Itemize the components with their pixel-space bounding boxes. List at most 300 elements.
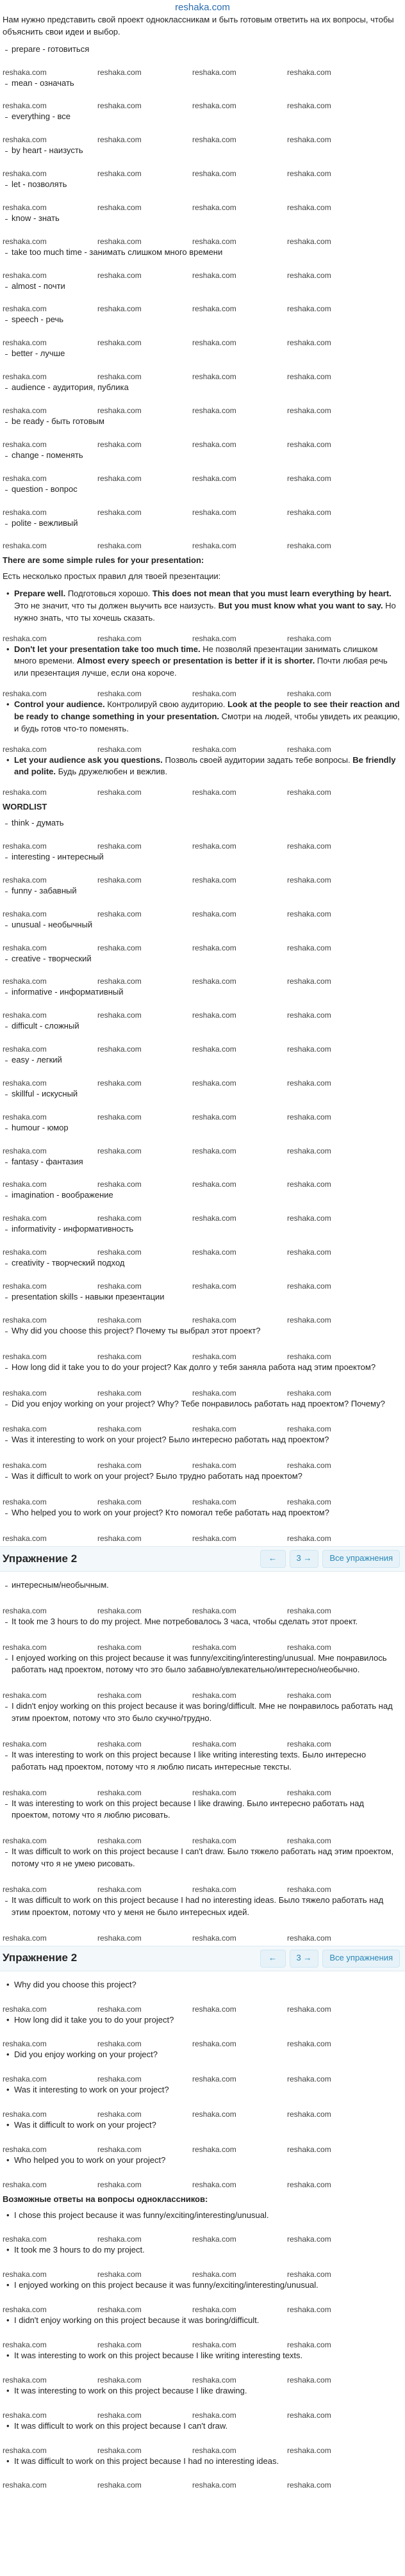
- watermark-text: reshaka.com: [192, 405, 236, 415]
- watermark-text: reshaka.com: [97, 372, 142, 382]
- watermark-text: reshaka.com: [192, 1533, 236, 1543]
- watermark-text: reshaka.com: [192, 1606, 236, 1615]
- watermark-row: [3, 1388, 401, 1398]
- watermark-row: [3, 202, 401, 213]
- watermark-text: reshaka.com: [3, 1461, 47, 1471]
- watermark-text: reshaka.com: [287, 1146, 331, 1155]
- watermark-text: reshaka.com: [97, 943, 142, 952]
- watermark-text: reshaka.com: [287, 1281, 331, 1291]
- watermark-text: reshaka.com: [287, 909, 331, 918]
- watermark-text: reshaka.com: [97, 2305, 142, 2315]
- watermark-text: reshaka.com: [192, 1214, 236, 1223]
- rule-bold-text: Look at the people to see their reaction and be ready to change something in your presentation.: [14, 699, 400, 721]
- rule-item: [3, 754, 401, 779]
- watermark-row: [3, 2445, 401, 2456]
- all-exercises-button[interactable]: Все упражнения: [322, 1550, 400, 1568]
- watermark-text: reshaka.com: [287, 1180, 331, 1189]
- question-en-item: • How long did it take you to do your project?: [3, 2014, 401, 2026]
- watermark-text: reshaka.com: [3, 1248, 47, 1257]
- watermark-text: reshaka.com: [287, 2375, 331, 2384]
- rule-text: Но нужно знать, что ты хочешь сказать.: [14, 600, 396, 623]
- watermark-text: reshaka.com: [287, 943, 331, 952]
- watermark-text: reshaka.com: [287, 1248, 331, 1257]
- watermark-text: reshaka.com: [192, 541, 236, 551]
- watermark-text: reshaka.com: [192, 2270, 236, 2279]
- watermark-text: reshaka.com: [3, 2481, 47, 2490]
- watermark-text: reshaka.com: [3, 2110, 47, 2119]
- wordlist-item: creativity - творческий подход: [3, 1257, 401, 1269]
- watermark-text: reshaka.com: [287, 1011, 331, 1020]
- watermark-text: reshaka.com: [3, 2075, 47, 2084]
- watermark-text: reshaka.com: [3, 943, 47, 952]
- watermark-text: reshaka.com: [97, 2445, 142, 2455]
- watermark-text: reshaka.com: [192, 977, 236, 986]
- wordlist-item: presentation skills - навыки презентации: [3, 1291, 401, 1303]
- watermark-row: [3, 1281, 401, 1291]
- watermark-text: reshaka.com: [287, 2445, 331, 2455]
- watermark-text: reshaka.com: [287, 1606, 331, 1615]
- watermark-text: reshaka.com: [192, 1078, 236, 1088]
- watermark-text: reshaka.com: [97, 270, 142, 280]
- prev-exercise-button-2[interactable]: [260, 1950, 286, 1968]
- wordlist-item: think - думать: [3, 817, 401, 829]
- watermark-text: reshaka.com: [97, 1388, 142, 1398]
- watermark-text: reshaka.com: [3, 2039, 47, 2049]
- rule-text: Смотри на людей, чтобы увидеть их реакцию, и будь готов что-то поменять.: [14, 711, 400, 733]
- exercise-nav-controls: [260, 1550, 400, 1568]
- watermark-text: reshaka.com: [3, 2375, 47, 2384]
- watermark-text: reshaka.com: [192, 909, 236, 918]
- wordlist-item: informativity - информативность: [3, 1223, 401, 1235]
- rule-bold-text: Don't let your presentation take too much time.: [14, 644, 201, 654]
- watermark-text: reshaka.com: [287, 788, 331, 797]
- watermark-row: [3, 236, 401, 247]
- answer-en-item: • It was interesting to work on this project because I like drawing.: [3, 2385, 401, 2397]
- watermark-text: reshaka.com: [287, 101, 331, 111]
- watermark-text: reshaka.com: [97, 2270, 142, 2279]
- answer-item: I didn't enjoy working on this project because it was boring/difficult. Мне не понравилось работать над этим проектом, потому что это было скучно/трудно.: [3, 1700, 401, 1725]
- watermark-row: [3, 2039, 401, 2049]
- watermark-text: reshaka.com: [3, 1315, 47, 1325]
- watermark-text: reshaka.com: [97, 1885, 142, 1894]
- vocab-item: question - вопрос: [3, 484, 401, 496]
- watermark-text: reshaka.com: [97, 1315, 142, 1325]
- watermark-text: reshaka.com: [97, 67, 142, 77]
- rules-list: [3, 588, 401, 797]
- rule-text: Не позволяй презентации занимать слишком много времени.: [14, 644, 378, 666]
- watermark-text: reshaka.com: [287, 135, 331, 145]
- watermark-text: reshaka.com: [192, 689, 236, 699]
- watermark-text: reshaka.com: [192, 304, 236, 314]
- watermark-text: reshaka.com: [192, 1011, 236, 1020]
- watermark-text: reshaka.com: [97, 1281, 142, 1291]
- wordlist-item: interesting - интересный: [3, 851, 401, 863]
- vocab-item: let - позволять: [3, 179, 401, 191]
- watermark-row: [3, 2340, 401, 2350]
- watermark-text: reshaka.com: [287, 2410, 331, 2420]
- arrow-right-icon: →: [303, 1953, 312, 1963]
- watermark-text: reshaka.com: [287, 2340, 331, 2349]
- page-number: 3: [296, 1553, 301, 1563]
- watermark-text: reshaka.com: [97, 1788, 142, 1797]
- exercise-title-2: Упражнение 2: [3, 1952, 78, 1964]
- watermark-text: reshaka.com: [97, 473, 142, 483]
- rule-text: Подготовься хорошо.: [65, 589, 153, 599]
- watermark-text: reshaka.com: [192, 2180, 236, 2189]
- watermark-text: reshaka.com: [3, 1388, 47, 1398]
- watermark-text: reshaka.com: [287, 67, 331, 77]
- watermark-text: reshaka.com: [287, 2180, 331, 2189]
- next-exercise-button-2[interactable]: [290, 1950, 319, 1968]
- watermark-text: reshaka.com: [287, 875, 331, 884]
- watermark-row: [3, 1533, 401, 1544]
- watermark-text: reshaka.com: [3, 1933, 47, 1943]
- question-item: Why did you choose this project? Почему ты выбрал этот проект?: [3, 1325, 401, 1337]
- watermark-text: reshaka.com: [192, 2305, 236, 2315]
- watermark-row: [3, 1315, 401, 1325]
- watermark-row: [3, 1112, 401, 1122]
- question-en-item: • Why did you choose this project?: [3, 1979, 401, 1991]
- watermark-row: [3, 1690, 401, 1700]
- watermark-row: [3, 2074, 401, 2084]
- exercise-nav-bar-2: [0, 1946, 405, 1971]
- rules-heading: There are some simple rules for your presentation:: [3, 555, 204, 566]
- wordlist-item: funny - забавный: [3, 885, 401, 897]
- watermark-text: reshaka.com: [97, 2110, 142, 2119]
- watermark-text: reshaka.com: [97, 2340, 142, 2349]
- question-item: Who helped you to work on your project? Кто помогал тебе работать над проектом?: [3, 1507, 401, 1519]
- watermark-text: reshaka.com: [97, 2004, 142, 2014]
- watermark-text: reshaka.com: [192, 1739, 236, 1749]
- watermark-text: reshaka.com: [3, 304, 47, 314]
- vocab-item: change - поменять: [3, 450, 401, 462]
- watermark-text: reshaka.com: [287, 304, 331, 314]
- watermark-text: reshaka.com: [3, 135, 47, 145]
- watermark-text: reshaka.com: [192, 2375, 236, 2384]
- watermark-text: reshaka.com: [3, 1885, 47, 1894]
- exercise-title: Упражнение 2: [3, 1552, 78, 1565]
- watermark-text: reshaka.com: [192, 372, 236, 382]
- watermark-text: reshaka.com: [287, 842, 331, 851]
- watermark-text: reshaka.com: [3, 2235, 47, 2244]
- watermark-row: [3, 1010, 401, 1020]
- watermark-row: [3, 338, 401, 348]
- watermark-text: reshaka.com: [192, 2445, 236, 2455]
- watermark-text: reshaka.com: [192, 67, 236, 77]
- questions-list: [0, 1325, 405, 1544]
- watermark-text: reshaka.com: [287, 1788, 331, 1797]
- watermark-text: reshaka.com: [3, 2305, 47, 2315]
- watermark-text: reshaka.com: [97, 2481, 142, 2490]
- watermark-text: reshaka.com: [287, 541, 331, 551]
- watermark-text: reshaka.com: [287, 2305, 331, 2315]
- rule-text: Контролируй свою аудиторию.: [104, 699, 227, 710]
- question-en-item: • Who helped you to work on your project?: [3, 2155, 401, 2167]
- next-exercise-button[interactable]: [290, 1550, 319, 1568]
- watermark-text: reshaka.com: [192, 2144, 236, 2154]
- answers-heading: Возможные ответы на вопросы одноклассников:: [3, 2194, 208, 2204]
- watermark-text: reshaka.com: [287, 405, 331, 415]
- wordlist-item: easy - легкий: [3, 1054, 401, 1066]
- rule-text: Почти любая речь или презентация лучше, если она короче.: [14, 656, 388, 678]
- watermark-text: reshaka.com: [192, 1248, 236, 1257]
- watermark-text: reshaka.com: [287, 1078, 331, 1088]
- watermark-text: reshaka.com: [3, 1642, 47, 1652]
- all-exercises-button-2[interactable]: Все упражнения: [322, 1950, 400, 1968]
- watermark-text: reshaka.com: [192, 507, 236, 517]
- watermark-text: reshaka.com: [287, 1836, 331, 1846]
- watermark-text: reshaka.com: [3, 169, 47, 179]
- watermark-text: reshaka.com: [192, 338, 236, 348]
- vocab-item: by heart - наизусть: [3, 145, 401, 157]
- watermark-text: reshaka.com: [97, 1248, 142, 1257]
- answer-item: I enjoyed working on this project because it was funny/exciting/interesting/unusual. Мне понравилось работать над проектом, потому что это было забавно/увлекательно/интересно/необычно.: [3, 1652, 401, 1677]
- watermark-text: reshaka.com: [3, 1180, 47, 1189]
- vocab-item: take too much time - занимать слишком много времени: [3, 247, 401, 259]
- wordlist-item: unusual - необычный: [3, 919, 401, 931]
- watermark-row: [3, 2480, 401, 2490]
- watermark-text: reshaka.com: [97, 689, 142, 699]
- watermark-text: reshaka.com: [287, 1461, 331, 1471]
- watermark-text: reshaka.com: [97, 135, 142, 145]
- watermark-row: [3, 689, 401, 699]
- wordlist-item: skillful - искусный: [3, 1088, 401, 1100]
- watermark-text: reshaka.com: [97, 439, 142, 449]
- watermark-text: reshaka.com: [287, 744, 331, 754]
- watermark-text: reshaka.com: [97, 1424, 142, 1434]
- question-en-item: • Did you enjoy working on your project?: [3, 2049, 401, 2061]
- answers-en-list: [0, 2210, 405, 2491]
- watermark-row: [3, 541, 401, 551]
- watermark-text: reshaka.com: [97, 633, 142, 643]
- rules-subheading: Есть несколько простых правил для твоей презентации:: [3, 571, 221, 582]
- watermark-text: reshaka.com: [3, 1739, 47, 1749]
- vocab-item: know - знать: [3, 213, 401, 225]
- vocab-list: [0, 44, 405, 551]
- intro-section: [0, 14, 405, 38]
- vocab-item: everything - все: [3, 111, 401, 123]
- watermark-text: reshaka.com: [3, 473, 47, 483]
- prev-exercise-button[interactable]: [260, 1550, 286, 1568]
- answer-item: It was interesting to work on this project because I like drawing. Было интересно работать над проектом, потому что я люблю рисовать.: [3, 1798, 401, 1822]
- watermark-text: reshaka.com: [192, 2004, 236, 2014]
- watermark-row: [3, 1606, 401, 1616]
- site-logo[interactable]: reshaka.com: [175, 2, 230, 13]
- watermark-text: reshaka.com: [287, 1497, 331, 1507]
- answer-item: It was difficult to work on this project because I can't draw. Было тяжело работать над этим проектом, потому что я не умею рисовать.: [3, 1846, 401, 1870]
- watermark-text: reshaka.com: [97, 2410, 142, 2420]
- watermark-text: reshaka.com: [3, 2270, 47, 2279]
- answers-translation-list: [0, 1579, 405, 1943]
- vocab-item: audience - аудитория, публика: [3, 382, 401, 394]
- watermark-text: reshaka.com: [192, 2481, 236, 2490]
- watermark-text: reshaka.com: [3, 1424, 47, 1434]
- answer-en-item: • I enjoyed working on this project because it was funny/exciting/interesting/unusual.: [3, 2279, 401, 2292]
- watermark-text: reshaka.com: [3, 842, 47, 851]
- answer-en-item: • It was interesting to work on this project because I like writing interesting texts.: [3, 2350, 401, 2362]
- watermark-text: reshaka.com: [192, 1497, 236, 1507]
- watermark-text: reshaka.com: [192, 1836, 236, 1846]
- watermark-row: [3, 787, 401, 797]
- watermark-row: [3, 943, 401, 953]
- watermark-text: reshaka.com: [287, 1424, 331, 1434]
- watermark-text: reshaka.com: [3, 405, 47, 415]
- watermark-text: reshaka.com: [3, 1078, 47, 1088]
- watermark-text: reshaka.com: [192, 744, 236, 754]
- watermark-text: reshaka.com: [287, 2270, 331, 2279]
- wordlist-item: fantasy - фантазия: [3, 1156, 401, 1168]
- question-item: Was it interesting to work on your project? Было интересно работать над проектом?: [3, 1434, 401, 1446]
- watermark-text: reshaka.com: [97, 1214, 142, 1223]
- watermark-row: [3, 1836, 401, 1846]
- question-item: How long did it take you to do your project? Как долго у тебя заняла работа над этим проектом?: [3, 1362, 401, 1374]
- rule-text: Это не значит, что ты должен выучить все наизусть.: [14, 600, 219, 610]
- watermark-text: reshaka.com: [192, 1281, 236, 1291]
- vocab-item: polite - вежливый: [3, 518, 401, 530]
- watermark-text: reshaka.com: [3, 101, 47, 111]
- watermark-text: reshaka.com: [97, 101, 142, 111]
- watermark-row: [3, 101, 401, 111]
- watermark-text: reshaka.com: [3, 338, 47, 348]
- watermark-text: reshaka.com: [192, 1146, 236, 1155]
- watermark-text: reshaka.com: [97, 744, 142, 754]
- watermark-text: reshaka.com: [3, 1146, 47, 1155]
- wordlist-item: difficult - сложный: [3, 1020, 401, 1032]
- watermark-text: reshaka.com: [97, 541, 142, 551]
- watermark-text: reshaka.com: [3, 1788, 47, 1797]
- watermark-text: reshaka.com: [97, 1739, 142, 1749]
- watermark-text: reshaka.com: [3, 744, 47, 754]
- watermark-text: reshaka.com: [3, 1691, 47, 1700]
- watermark-row: [3, 1044, 401, 1054]
- watermark-text: reshaka.com: [192, 169, 236, 179]
- watermark-text: reshaka.com: [3, 236, 47, 246]
- watermark-text: reshaka.com: [3, 202, 47, 212]
- watermark-text: reshaka.com: [192, 473, 236, 483]
- watermark-text: reshaka.com: [3, 689, 47, 699]
- watermark-text: reshaka.com: [97, 1180, 142, 1189]
- watermark-text: reshaka.com: [192, 1351, 236, 1361]
- watermark-text: reshaka.com: [97, 2144, 142, 2154]
- vocab-item: almost - почти: [3, 281, 401, 293]
- watermark-text: reshaka.com: [97, 977, 142, 986]
- watermark-text: reshaka.com: [3, 1214, 47, 1223]
- watermark-text: reshaka.com: [97, 1836, 142, 1846]
- watermark-text: reshaka.com: [192, 1461, 236, 1471]
- wordlist-heading: WORDLIST: [3, 802, 47, 812]
- watermark-row: [3, 439, 401, 450]
- watermark-text: reshaka.com: [3, 1606, 47, 1615]
- watermark-text: reshaka.com: [3, 1011, 47, 1020]
- watermark-text: reshaka.com: [97, 2375, 142, 2384]
- rule-bold-text: But you must know what you want to say.: [218, 600, 383, 610]
- watermark-text: reshaka.com: [3, 977, 47, 986]
- vocab-item: better - лучше: [3, 348, 401, 360]
- watermark-text: reshaka.com: [192, 1180, 236, 1189]
- watermark-text: reshaka.com: [192, 943, 236, 952]
- watermark-text: reshaka.com: [192, 135, 236, 145]
- watermark-text: reshaka.com: [3, 788, 47, 797]
- watermark-row: [3, 2109, 401, 2119]
- watermark-text: reshaka.com: [3, 1351, 47, 1361]
- watermark-text: reshaka.com: [97, 1533, 142, 1543]
- watermark-row: [3, 2004, 401, 2014]
- watermark-text: reshaka.com: [287, 2144, 331, 2154]
- watermark-text: reshaka.com: [192, 1112, 236, 1121]
- watermark-text: reshaka.com: [192, 2340, 236, 2349]
- rule-bold-text: Be friendly and polite.: [14, 754, 396, 777]
- watermark-text: reshaka.com: [97, 1497, 142, 1507]
- watermark-text: reshaka.com: [287, 2075, 331, 2084]
- watermark-text: reshaka.com: [192, 2110, 236, 2119]
- rule-item: [3, 644, 401, 680]
- watermark-text: reshaka.com: [3, 541, 47, 551]
- watermark-text: reshaka.com: [97, 1606, 142, 1615]
- watermark-row: [3, 2269, 401, 2279]
- watermark-text: reshaka.com: [287, 236, 331, 246]
- watermark-text: reshaka.com: [287, 1315, 331, 1325]
- vocab-item: speech - речь: [3, 314, 401, 326]
- watermark-text: reshaka.com: [192, 842, 236, 851]
- wordlist-list: [3, 817, 401, 1325]
- watermark-row: [3, 633, 401, 644]
- wordlist-item: humour - юмор: [3, 1122, 401, 1134]
- watermark-row: [3, 2144, 401, 2155]
- watermark-text: reshaka.com: [287, 1933, 331, 1943]
- watermark-text: reshaka.com: [192, 788, 236, 797]
- wordlist-item: creative - творческий: [3, 953, 401, 965]
- watermark-text: reshaka.com: [97, 2075, 142, 2084]
- watermark-row: [3, 304, 401, 314]
- watermark-text: reshaka.com: [287, 2004, 331, 2014]
- answer-en-item: • I chose this project because it was funny/exciting/interesting/unusual.: [3, 2210, 401, 2222]
- watermark-row: [3, 135, 401, 145]
- watermark-row: [3, 2234, 401, 2244]
- answer-item: It took me 3 hours to do my project. Мне потребовалось 3 часа, чтобы сделать этот проект.: [3, 1616, 401, 1628]
- watermark-text: reshaka.com: [3, 2004, 47, 2014]
- watermark-text: reshaka.com: [97, 507, 142, 517]
- answer-en-item: • It was difficult to work on this project because I can't draw.: [3, 2420, 401, 2433]
- watermark-text: reshaka.com: [192, 2039, 236, 2049]
- watermark-text: reshaka.com: [192, 1045, 236, 1054]
- watermark-text: reshaka.com: [3, 1281, 47, 1291]
- watermark-text: reshaka.com: [192, 633, 236, 643]
- watermark-text: reshaka.com: [192, 2075, 236, 2084]
- watermark-text: reshaka.com: [287, 1214, 331, 1223]
- site-header: [0, 0, 405, 13]
- questions-en-list: [0, 1979, 405, 2190]
- rule-bold-text: Prepare well.: [14, 589, 66, 599]
- watermark-text: reshaka.com: [287, 977, 331, 986]
- rule-item: [3, 699, 401, 735]
- watermark-text: reshaka.com: [287, 1112, 331, 1121]
- watermark-text: reshaka.com: [97, 202, 142, 212]
- watermark-text: reshaka.com: [97, 2235, 142, 2244]
- watermark-text: reshaka.com: [3, 2180, 47, 2189]
- watermark-text: reshaka.com: [97, 2180, 142, 2189]
- watermark-text: reshaka.com: [192, 1691, 236, 1700]
- watermark-text: reshaka.com: [287, 1739, 331, 1749]
- watermark-text: reshaka.com: [97, 1351, 142, 1361]
- watermark-row: [3, 1788, 401, 1798]
- watermark-text: reshaka.com: [192, 875, 236, 884]
- watermark-text: reshaka.com: [3, 270, 47, 280]
- watermark-row: [3, 2304, 401, 2315]
- watermark-row: [3, 1424, 401, 1434]
- watermark-text: reshaka.com: [97, 405, 142, 415]
- watermark-text: reshaka.com: [287, 439, 331, 449]
- rules-section: [0, 555, 405, 797]
